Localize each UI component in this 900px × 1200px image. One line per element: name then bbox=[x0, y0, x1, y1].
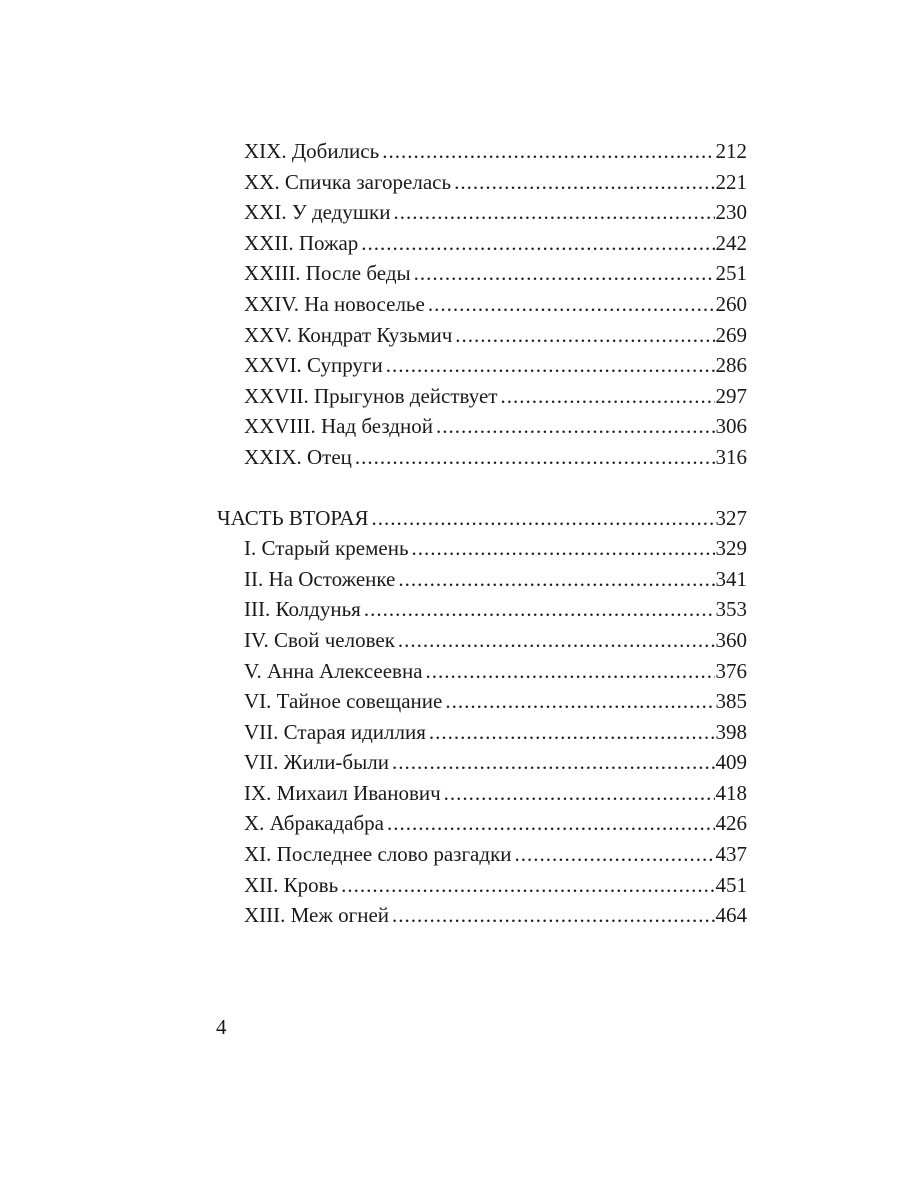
toc-entry bbox=[217, 350, 747, 381]
page-number: 4 bbox=[216, 1015, 227, 1039]
chapter-title: IV. Свой человек bbox=[244, 627, 395, 652]
chapter-page-number: 212 bbox=[715, 139, 747, 163]
toc-entry bbox=[217, 381, 747, 412]
chapter-page-number: 306 bbox=[715, 414, 747, 439]
chapter-page-number: 418 bbox=[715, 780, 747, 805]
chapter-title: XXVIII. Над бездной bbox=[244, 414, 433, 439]
chapter-title: XXIX. Отец bbox=[244, 444, 352, 469]
part-title: ЧАСТЬ ВТОРАЯ bbox=[217, 505, 369, 530]
section-gap bbox=[217, 473, 747, 503]
dot-leader bbox=[398, 564, 714, 595]
dot-leader bbox=[426, 656, 715, 687]
chapter-page-number: 329 bbox=[715, 536, 747, 561]
dot-leader bbox=[386, 350, 715, 381]
chapter-page-number: 251 bbox=[715, 261, 747, 286]
chapter-page-number: 464 bbox=[715, 903, 747, 928]
chapter-title: XXI. У дедушки bbox=[244, 200, 391, 225]
dot-leader bbox=[393, 197, 714, 228]
toc-entry bbox=[217, 197, 747, 228]
dot-leader bbox=[372, 503, 715, 534]
dot-leader bbox=[387, 808, 715, 839]
toc-entry bbox=[217, 228, 747, 259]
chapter-page-number: 360 bbox=[715, 627, 747, 652]
chapter-page-number: 437 bbox=[715, 842, 747, 867]
chapter-title: XXVI. Супруги bbox=[244, 353, 383, 378]
toc-entry bbox=[217, 656, 747, 687]
chapter-title: II. На Остоженке bbox=[244, 566, 396, 591]
toc-entry bbox=[217, 442, 747, 473]
dot-leader bbox=[414, 258, 715, 289]
chapter-page-number: 353 bbox=[715, 597, 747, 622]
chapter-title: XIII. Меж огней bbox=[244, 903, 390, 928]
part1-entry-list bbox=[217, 136, 747, 473]
chapter-page-number: 230 bbox=[715, 200, 747, 225]
table-of-contents bbox=[217, 136, 747, 931]
chapter-title: XIX. Добились bbox=[244, 139, 380, 163]
chapter-page-number: 316 bbox=[715, 444, 747, 469]
toc-entry bbox=[217, 533, 747, 564]
toc-entry bbox=[217, 411, 747, 442]
dot-leader bbox=[436, 411, 715, 442]
chapter-page-number: 451 bbox=[715, 872, 747, 897]
toc-entry bbox=[217, 258, 747, 289]
chapter-title: XXIV. На новоселье bbox=[244, 291, 425, 316]
toc-entry bbox=[217, 900, 747, 931]
chapter-page-number: 426 bbox=[715, 811, 747, 836]
toc-entry bbox=[217, 594, 747, 625]
chapter-page-number: 242 bbox=[715, 230, 747, 255]
toc-entry bbox=[217, 870, 747, 901]
chapter-title: XXVII. Прыгунов действует bbox=[244, 383, 498, 408]
dot-leader bbox=[429, 717, 715, 748]
part2-entry-list bbox=[217, 533, 747, 931]
dot-leader bbox=[355, 442, 715, 473]
toc-entry bbox=[217, 136, 747, 167]
chapter-title: XXII. Пожар bbox=[244, 230, 359, 255]
toc-entry bbox=[217, 564, 747, 595]
chapter-title: X. Абракадабра bbox=[244, 811, 384, 836]
toc-entry bbox=[217, 320, 747, 351]
part-page-number: 327 bbox=[715, 505, 747, 530]
chapter-title: XII. Кровь bbox=[244, 872, 339, 897]
chapter-page-number: 221 bbox=[715, 169, 747, 194]
chapter-title: III. Колдунья bbox=[244, 597, 361, 622]
chapter-page-number: 260 bbox=[715, 291, 747, 316]
dot-leader bbox=[364, 594, 715, 625]
dot-leader bbox=[500, 381, 714, 412]
dot-leader bbox=[455, 320, 714, 351]
chapter-title: VII. Жили-были bbox=[244, 750, 389, 775]
dot-leader bbox=[392, 747, 715, 778]
toc-part-heading bbox=[217, 503, 747, 534]
dot-leader bbox=[412, 533, 715, 564]
chapter-page-number: 409 bbox=[715, 750, 747, 775]
chapter-title: XI. Последнее слово разгадки bbox=[244, 842, 512, 867]
toc-entry bbox=[217, 717, 747, 748]
dot-leader bbox=[392, 900, 714, 931]
chapter-title: XX. Спичка загорелась bbox=[244, 169, 452, 194]
dot-leader bbox=[515, 839, 715, 870]
dot-leader bbox=[382, 136, 714, 167]
dot-leader bbox=[444, 778, 715, 809]
dot-leader bbox=[445, 686, 714, 717]
chapter-title: XXV. Кондрат Кузьмич bbox=[244, 322, 453, 347]
dot-leader bbox=[428, 289, 715, 320]
chapter-title: IX. Михаил Иванович bbox=[244, 780, 441, 805]
toc-entry bbox=[217, 167, 747, 198]
chapter-page-number: 341 bbox=[715, 566, 747, 591]
toc-entry bbox=[217, 289, 747, 320]
chapter-page-number: 297 bbox=[715, 383, 747, 408]
toc-entry bbox=[217, 778, 747, 809]
dot-leader bbox=[361, 228, 714, 259]
chapter-title: V. Анна Алексеевна bbox=[244, 658, 423, 683]
dot-leader bbox=[454, 167, 714, 198]
toc-entry bbox=[217, 747, 747, 778]
toc-entry bbox=[217, 839, 747, 870]
chapter-page-number: 269 bbox=[715, 322, 747, 347]
chapter-title: XXIII. После беды bbox=[244, 261, 411, 286]
chapter-page-number: 385 bbox=[715, 689, 747, 714]
chapter-title: I. Старый кремень bbox=[244, 536, 409, 561]
chapter-title: VI. Тайное совещание bbox=[244, 689, 443, 714]
chapter-page-number: 286 bbox=[715, 353, 747, 378]
dot-leader bbox=[341, 870, 714, 901]
toc-entry bbox=[217, 625, 747, 656]
chapter-page-number: 398 bbox=[715, 719, 747, 744]
chapter-page-number: 376 bbox=[715, 658, 747, 683]
toc-entry bbox=[217, 808, 747, 839]
chapter-title: VII. Старая идиллия bbox=[244, 719, 426, 744]
dot-leader bbox=[398, 625, 715, 656]
toc-entry bbox=[217, 686, 747, 717]
